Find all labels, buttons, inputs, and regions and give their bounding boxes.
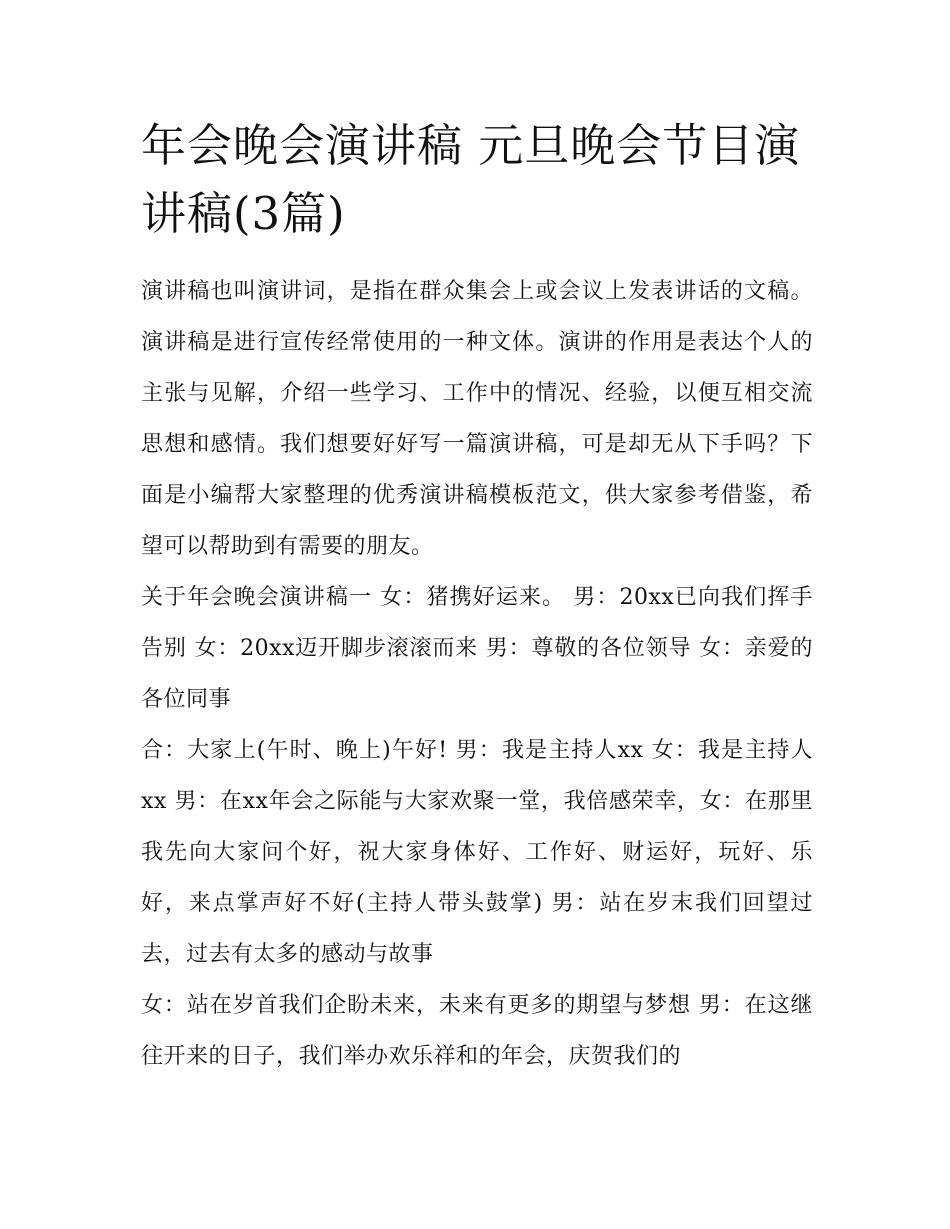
document-body — [141, 266, 813, 1082]
speech-paragraph-2: 合：大家上(午时、晚上)午好! 男：我是主持人xx 女：我是主持人xx 男：在xx年会之际能与大家欢聚一堂，我倍感荣幸，女：在那里我先向大家问个好，祝大家身体好、工作好、财运好，玩好、乐好，来点掌声好不好(主持人带头鼓掌) 男：站在岁末我们回望过去，过去有太多的感动与故事 — [141, 738, 813, 967]
document-title: 年会晚会演讲稿 元旦晚会节目演讲稿(3篇) — [141, 119, 801, 240]
document-content — [141, 112, 813, 1082]
intro-paragraph: 演讲稿也叫演讲词，是指在群众集会上或会议上发表讲话的文稿。演讲稿是进行宣传经常使用的一种文体。演讲的作用是表达个人的主张与见解，介绍一些学习、工作中的情况、经验，以便互相交流思想和感情。我们想要好好写一篇演讲稿，可是却无从下手吗？下面是小编帮大家整理的优秀演讲稿模板范文，供大家参考借鉴，希望可以帮助到有需要的朋友。 — [141, 279, 813, 559]
speech-paragraph-1: 关于年会晚会演讲稿一 女：猪携好运来。 男：20xx已向我们挥手告别 女：20xx迈开脚步滚滚而来 男：尊敬的各位领导 女：亲爱的各位同事 — [141, 585, 813, 712]
speech-paragraph-3: 女：站在岁首我们企盼未来，未来有更多的期望与梦想 男：在这继往开来的日子，我们举办欢乐祥和的年会，庆贺我们的 — [141, 993, 813, 1069]
